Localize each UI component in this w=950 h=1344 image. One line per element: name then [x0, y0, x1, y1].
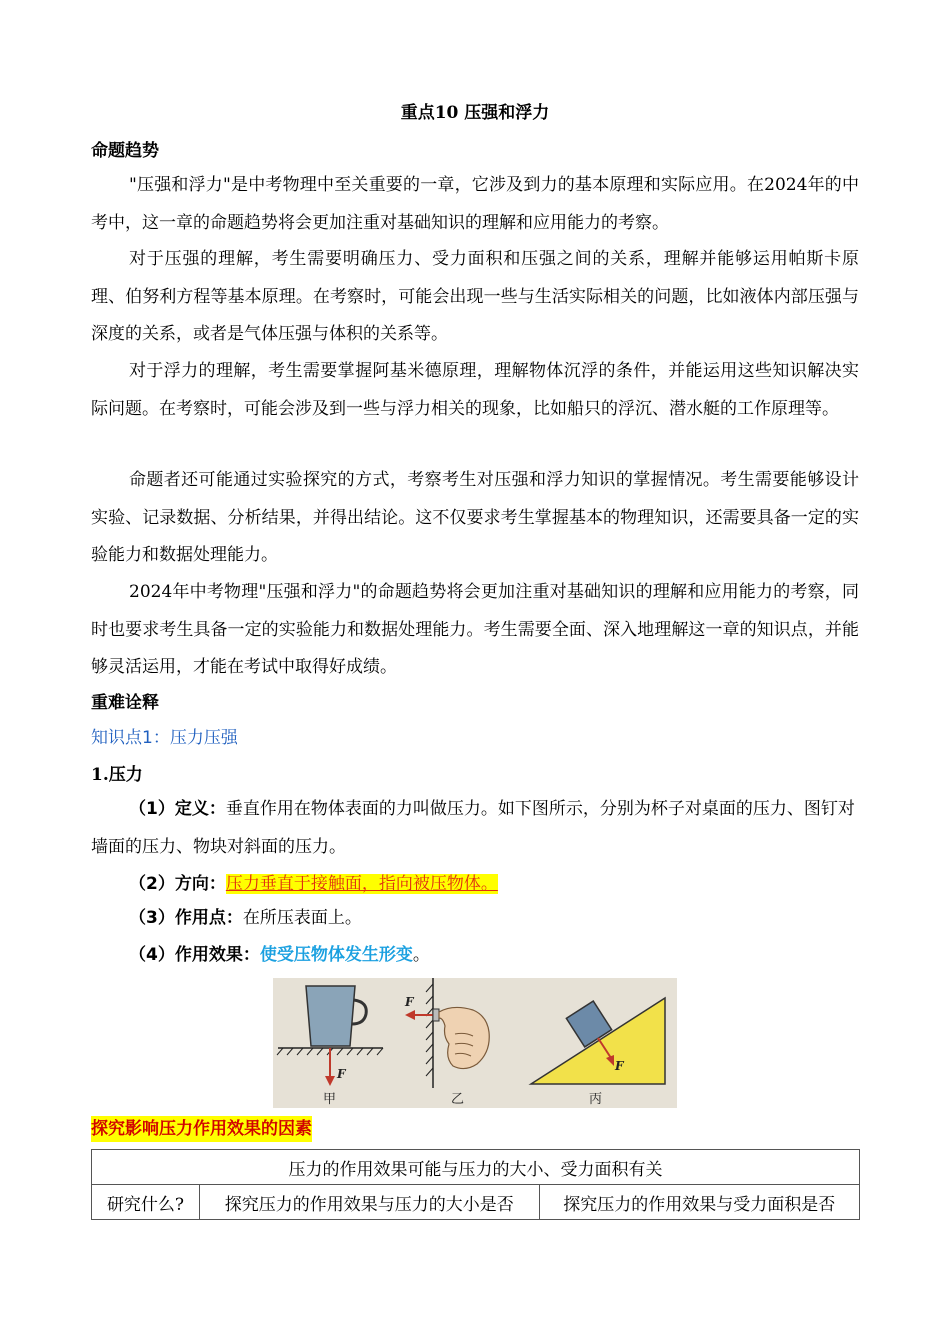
item-point	[91, 900, 859, 938]
explore-heading: 探究影响压力作用效果的因素	[91, 1116, 312, 1142]
page-title: 重点10 压强和浮力	[400, 103, 550, 123]
item-direction-label: （2）方向：	[129, 874, 226, 894]
subheading-pressure-force: 1.压力	[91, 765, 143, 785]
thumbtack-icon	[433, 1009, 439, 1021]
item-effect	[91, 937, 859, 975]
force-label-bing: F	[615, 1059, 624, 1073]
section-heading-explain: 重难诠释	[91, 693, 159, 713]
table-row	[92, 1185, 860, 1220]
force-label-jia: F	[337, 1067, 346, 1081]
pressure-figure	[273, 978, 677, 1108]
cup-icon	[306, 986, 355, 1046]
item-effect-label: （4）作用效果：	[129, 945, 260, 965]
item-definition-text: 垂直作用在物体表面的力叫做压力。如下图所示，分别为杯子对桌面的压力、图钉对墙面的压力、物块对斜面的压力。	[91, 799, 855, 857]
item-point-label: （3）作用点：	[129, 908, 243, 928]
item-effect-text: 使受压物体发生形变	[259, 945, 413, 965]
explore-table	[91, 1149, 860, 1220]
table-row	[92, 1150, 860, 1185]
item-definition-label: （1）定义：	[129, 799, 226, 819]
table-cell: 研究什么?	[92, 1185, 200, 1220]
item-point-text: 在所压表面上。	[242, 908, 362, 928]
table-cell: 探究压力的作用效果与压力的大小是否	[200, 1185, 540, 1220]
knowledge-point-title: 知识点1：压力压强	[91, 728, 238, 748]
item-effect-suffix: 。	[412, 945, 430, 965]
paragraph-5: 2024年中考物理"压强和浮力"的命题趋势将会更加注重对基础知识的理解和应用能力的考察，同时也要求考生具备一定的实验能力和数据处理能力。考生需要全面、深入地理解这一章的知识点，并能够灵活运用，才能在考试中取得好成绩。	[91, 582, 859, 677]
label-yi: 乙	[451, 1092, 465, 1107]
item-definition	[91, 791, 859, 866]
paragraph-2: 对于压强的理解，考生需要明确压力、受力面积和压强之间的关系，理解并能够运用帕斯卡原理、伯努利方程等基本原理。在考察时，可能会出现一些与生活实际相关的问题，比如液体内部压强与深度的关系，或者是气体压强与体积的关系等。	[91, 249, 859, 344]
force-label-yi: F	[405, 995, 414, 1009]
item-direction	[91, 866, 859, 904]
paragraph-1: "压强和浮力"是中考物理中至关重要的一章，它涉及到力的基本原理和实际应用。在2024年的中考中，这一章的命题趋势将会更加注重对基础知识的理解和应用能力的考察。	[91, 175, 859, 233]
paragraph-3: 对于浮力的理解，考生需要掌握阿基米德原理，理解物体沉浮的条件，并能运用这些知识解决实际问题。在考察时，可能会涉及到一些与浮力相关的现象，比如船只的浮沉、潜水艇的工作原理等。	[91, 361, 859, 419]
paragraph-4: 命题者还可能通过实验探究的方式，考察考生对压强和浮力知识的掌握情况。考生需要能够设计实验、记录数据、分析结果，并得出结论。这不仅要求考生掌握基本的物理知识，还需要具备一定的实验能力和数据处理能力。	[91, 470, 859, 565]
label-jia: 甲	[323, 1092, 337, 1107]
label-bing: 丙	[589, 1092, 603, 1107]
item-direction-text: 压力垂直于接触面，指向被压物体。	[225, 874, 498, 894]
table-cell: 探究压力的作用效果与受力面积是否	[539, 1185, 859, 1220]
table-header-cell: 压力的作用效果可能与压力的大小、受力面积有关	[92, 1150, 860, 1185]
section-heading-trend: 命题趋势	[91, 141, 159, 161]
